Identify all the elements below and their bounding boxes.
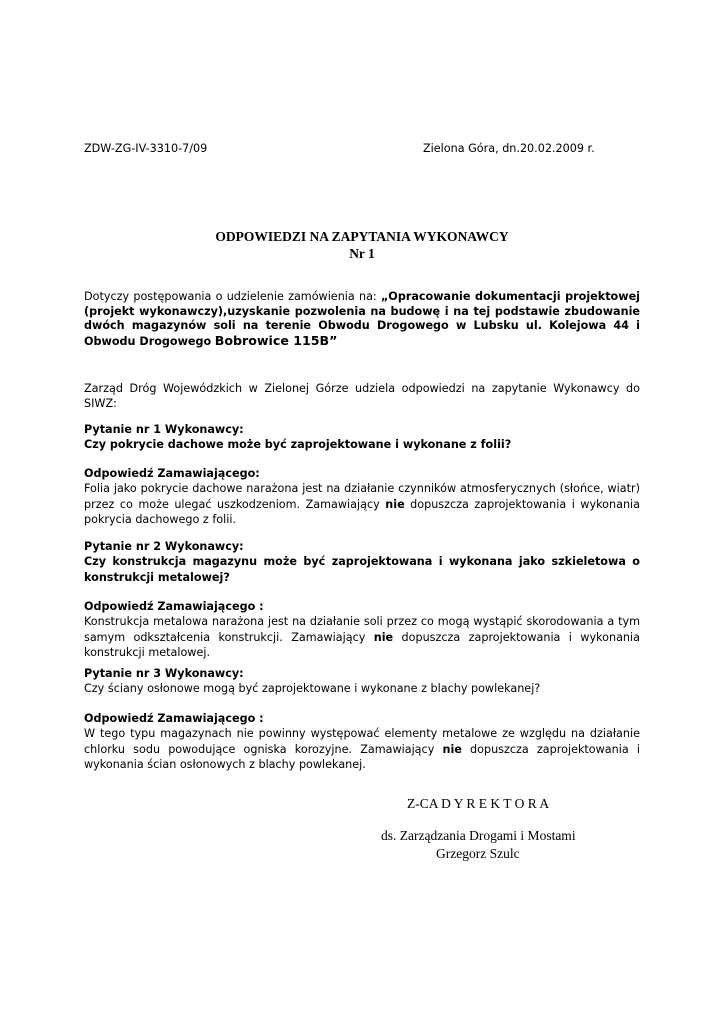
- answer-3: [84, 711, 640, 772]
- answer-text: W tego typu magazynach nie powinny występować elementy metalowe ze względu na działanie chlorku sodu powodujące ogniska korozyjne. Zamawiający: [84, 727, 640, 756]
- statement: Zarząd Dróg Wojewódzkich w Zielonej Górze udziela odpowiedzi na zapytanie Wykonawcy do SIWZ:: [84, 382, 640, 411]
- signature-department: ds. Zarządzania Drogami i Mostami: [381, 828, 576, 843]
- question-label: Pytanie nr 2 Wykonawcy:: [84, 540, 244, 553]
- question-1: [84, 422, 640, 453]
- answer-emphasis: nie: [442, 742, 462, 756]
- intro-subject: „Opracowanie dokumentacji projektowej (projekt wykonawczy),uzyskanie pozwolenia na budowę i na tej podstawie zbudowanie dwóch magazynów soli na terenie Obwodu Drogowego w Lubsku ul. Kolejowa 44 i Obwodu Drogowego: [84, 290, 641, 348]
- answer-2: [84, 599, 640, 660]
- document-number: Nr 1: [349, 246, 375, 261]
- answer-text-end: dopuszcza zaprojektowania i wykonania ścian osłonowych z blachy powlekanej.: [84, 742, 640, 771]
- question-text: Czy ściany osłonowe mogą być zaprojektowane i wykonane z blachy powlekanej?: [84, 682, 541, 696]
- place-date: Zielona Góra, dn.20.02.2009 r.: [423, 142, 595, 155]
- answer-text: Folia jako pokrycie dachowe narażona jest na działanie czynników atmosferycznych (słońce, wiatr) przez co może ulegać uszkodzeniom. Zamawiający: [84, 482, 640, 511]
- answer-text-end: dopuszcza zaprojektowania i wykonania pokrycia dachowego z folii.: [84, 497, 641, 526]
- intro-prefix: Dotyczy postępowania o udzielenie zamówienia na:: [84, 290, 377, 303]
- answer-1: [84, 466, 640, 527]
- answer-text-end: dopuszcza zaprojektowania i wykonania konstrukcji metalowej.: [84, 630, 640, 659]
- answer-label: Odpowiedź Zamawiającego :: [84, 712, 264, 725]
- answer-label: Odpowiedź Zamawiającego :: [84, 600, 264, 613]
- question-label: Pytanie nr 1 Wykonawcy:: [84, 423, 244, 436]
- answer-label: Odpowiedź Zamawiającego:: [84, 467, 260, 480]
- answer-text: Konstrukcja metalowa narażona jest na działanie soli przez co mogą wystąpić skorodowania a tym samym odkształcenia konstrukcji. Zamawiający: [84, 615, 640, 644]
- question-3: [84, 666, 640, 697]
- intro-subject-end: Bobrowice 115B”: [214, 332, 338, 348]
- signature-role: Z-CA D Y R E K T O R A: [407, 796, 550, 811]
- answer-emphasis: nie: [385, 497, 405, 511]
- intro-paragraph: [84, 290, 640, 349]
- signature-name: Grzegorz Szulc: [436, 846, 520, 861]
- question-text: Czy konstrukcja magazynu może być zaprojektowana i wykonana jako szkieletowa o konstrukcji metalowej?: [84, 555, 640, 584]
- document-title: ODPOWIEDZI NA ZAPYTANIA WYKONAWCY: [215, 229, 509, 244]
- answer-emphasis: nie: [373, 630, 394, 644]
- question-2: [84, 539, 640, 585]
- reference-number: ZDW-ZG-IV-3310-7/09: [84, 142, 208, 155]
- question-label: Pytanie nr 3 Wykonawcy:: [84, 667, 244, 680]
- question-text: Czy pokrycie dachowe może być zaprojektowane i wykonane z folii?: [84, 438, 512, 452]
